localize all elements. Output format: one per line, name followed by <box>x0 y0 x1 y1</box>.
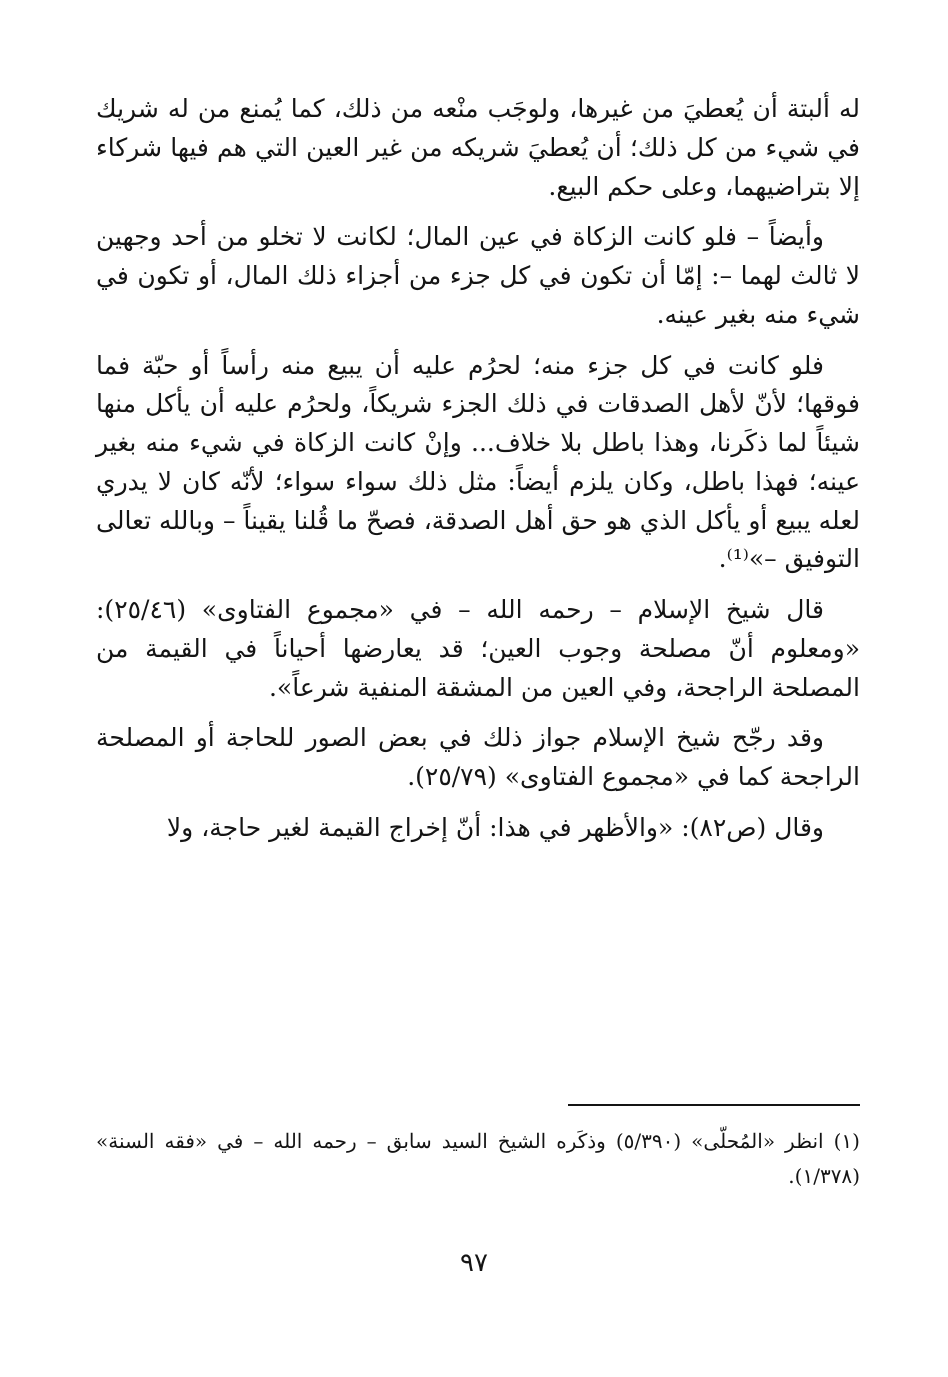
main-text <box>96 90 860 860</box>
footnote-divider <box>568 1104 860 1106</box>
footnote-1: (١) انظر «المُحلّى» (٥/٣٩٠) وذكَره الشيخ السيد سابق – رحمه الله – في «فقه السنة» (١/٣٧٨). <box>96 1129 860 1188</box>
paragraph-5: وقد رجّح شيخ الإسلام جواز ذلك في بعض الصور للحاجة أو المصلحة الراجحة كما في «مجموع الفتاوى» (٢٥/٧٩). <box>96 723 860 791</box>
paragraph-1: له ألبتة أن يُعطيَ من غيرها، ولوجَب منْعه من ذلك، كما يُمنع من له شريك في شيء من كل ذلك؛ أن يُعطيَ شريكه من غير العين التي هم فيها شركاء إلا بتراضيهما، وعلى حكم البيع. <box>96 94 860 201</box>
paragraph-4: قال شيخ الإسلام – رحمه الله – في «مجموع الفتاوى» (٢٥/٤٦): «ومعلوم أنّ مصلحة وجوب العين؛ قد يعارضها أحياناً في القيمة من المصلحة الراجحة، وفي العين من المشقة المنفية شرعاً». <box>96 595 860 702</box>
page-number: ٩٧ <box>460 1248 488 1278</box>
paragraph-3: فلو كانت في كل جزء منه؛ لحرُم عليه أن يبيع منه رأساً أو حبّة فما فوقها؛ لأنّ لأهل الصدقات في ذلك الجزء شريكاً، ولحرُم عليه أن يأكل منها شيئاً لما ذكَرنا، وهذا باطل بلا خلاف... وإنْ كانت الزكاة في شيء منه بغير عينه؛ فهذا باطل، وكان يلزم أيضاً: مثل ذلك سواء سواء؛ لأنّه كان لا يدري لعله يبيع أو يأكل الذي هو حق أهل الصدقة، فصحّ ما قُلنا يقيناً – وبالله تعالى التوفيق –»⁽¹⁾. <box>96 350 860 574</box>
footnotes <box>96 1124 860 1194</box>
paragraph-6: وقال (ص٨٢): «والأظهر في هذا: أنّ إخراج القيمة لغير حاجة، ولا <box>166 812 824 842</box>
paragraph-2: وأيضاً – فلو كانت الزكاة في عين المال؛ لكانت لا تخلو من أحد وجهين لا ثالث لهما –: إمّا أن تكون في كل جزء من أجزاء ذلك المال، أو تكون في شيء منه بغير عينه. <box>96 222 860 329</box>
